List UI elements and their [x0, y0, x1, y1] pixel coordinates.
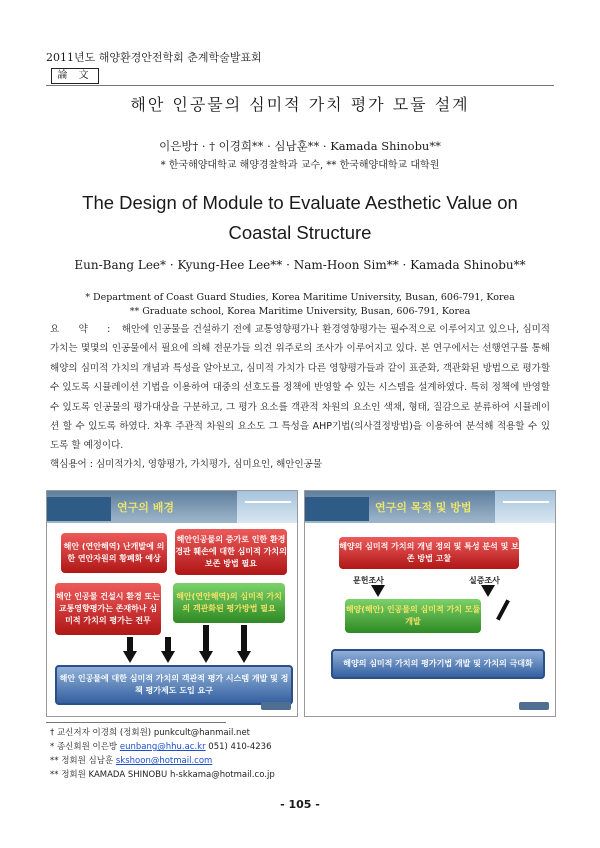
footnote-mark: † 교신저자 이경희 (정회원) — [50, 728, 152, 738]
arrow-down-icon — [237, 651, 251, 663]
slide-box-module-development: 해양(해안) 인공물의 심미적 가치 모듈 개발 — [345, 599, 481, 633]
slide-photo-left — [305, 497, 369, 521]
arrow-down-icon — [371, 585, 385, 597]
slide-footer-logo — [261, 702, 291, 710]
label-field-survey: 실증조사 — [469, 576, 500, 585]
english-authors: Eun-Bang Lee* · Kyung-Hee Lee** · Nam-Hoon Sim** · Kamada Shinobu** — [74, 258, 526, 272]
abstract — [50, 320, 550, 456]
slide-box-landscape-damage: 해안인공물의 증가로 인한 환경 경관 훼손에 대한 심미적 가치의 보존 방법 필요 — [175, 529, 287, 575]
footnote-email: h-skkama@hotmail.co.jp — [169, 770, 275, 780]
korean-title: 해안 인공물의 심미적 가치 평가 모듈 설계 — [130, 95, 470, 114]
slide-box-evaluation-system: 해안 인공물에 대한 심미적 가치의 객관적 평가 시스템 개발 및 정책 평가제도 도입 요구 — [55, 665, 293, 705]
arrow-down-icon — [123, 651, 137, 663]
korean-authors: 이은방† · † 이경희** · 심남훈** · Kamada Shinobu** — [159, 139, 441, 153]
bridge-graphic — [245, 501, 291, 517]
arrow-down-icon — [481, 585, 495, 597]
bridge-graphic — [503, 501, 549, 517]
english-title: The Design of Module to Evaluate Aesthetic Value on Coastal Structure — [82, 192, 518, 243]
email-link[interactable]: eunbang@hhu.ac.kr — [119, 742, 206, 752]
slide-research-purpose — [304, 490, 556, 717]
slide-title: 연구의 배경 — [117, 501, 174, 514]
email-link[interactable]: skshoon@hotmail.com — [115, 756, 213, 766]
footnote-mark: * 종신회원 이은방 — [50, 742, 118, 752]
footnote-rule — [46, 722, 226, 723]
english-affiliation-2: ** Graduate school, Korea Maritime University, Busan, 606-791, Korea — [129, 306, 471, 317]
footnote-lifetime-member — [50, 740, 271, 752]
footnote-email: punkcult@hanmail.net — [153, 728, 251, 738]
header-rule — [46, 85, 554, 86]
footnote-member-1 — [50, 754, 212, 766]
english-affiliation-1: * Department of Coast Guard Studies, Korea Maritime University, Busan, 606-791, Korea — [85, 292, 515, 303]
arrow-down-icon — [199, 651, 213, 663]
slide-box-impact-assessment: 해안 인공물 건설시 환경 또는 교통영향평가는 존재하나 심미적 가치의 평가는 전무 — [55, 583, 161, 635]
slide-photo-left — [47, 497, 111, 521]
abstract-text: 해안에 인공물을 건설하기 전에 교통영향평가나 환경영향평가는 필수적으로 이루어지고 있으나, 심미적 가치는 몇몇의 인공물에서 필요에 의해 전문가들 의견 위주로의 조사가 이루어지고 있다. 본 연구에서는 선행연구를 통해 해양의 심미적 가치의 개념과 특성을 알아보고, 심미적 가치가 다른 영향평가들과 같이 표준화, 객관화된 방법으로 평가할 수 있도록 시뮬레이션 기법을 이용하여 대중의 선호도를 정책에 반영할 수 있는 시스템을 설계하였다. 특히 정책에 반영할 수 있도록 인공물의 평가대상을 구분하고, 그 평가 요소를 객관적 차원의 요소인 색채, 형태, 질감으로 분류하여 시뮬레이션 할 수 있도록 하였다. 차후 주관적 차원의 요소도 그 특성을 AHP기법(의사결정방법)을 이용하여 분석해 적용할 수 있도록 할 예정이다. — [50, 324, 550, 452]
footnote-phone: 051) 410-4236 — [205, 742, 272, 752]
arrow-down-icon — [161, 651, 175, 663]
page-number: - 105 - — [280, 798, 320, 811]
footnote-mark: ** 정회원 KAMADA SHINOBU — [50, 770, 168, 780]
label-literature-survey: 문헌조사 — [353, 576, 384, 585]
slide-footer-logo — [519, 702, 549, 710]
footnote-member-2 — [50, 768, 275, 780]
keywords: 핵심용어 : 심미적가치, 영향평가, 가치평가, 심미요인, 해안인공물 — [50, 459, 323, 470]
slide-box-coastal-development: 해안 (연안해역) 난개발에 의한 연안자원의 황폐화 예상 — [61, 533, 167, 573]
footnote-mark: ** 정회원 심남훈 — [50, 756, 114, 766]
footnote-corresponding — [50, 726, 250, 738]
abstract-label: 요 약 : — [50, 324, 119, 335]
slide-research-background — [46, 490, 298, 717]
slide-box-concept-definition: 해양의 심미적 가치의 개념 정의 및 특성 분석 및 보존 방법 고찰 — [339, 537, 519, 569]
conference-header: 2011년도 해양환경안전학회 춘계학술발표회 — [46, 51, 262, 64]
slide-box-objective-method: 해안(연안해역)의 심미적 가치의 객관화된 평가방법 필요 — [173, 583, 285, 623]
paper-type-badge: 論 文 — [51, 68, 99, 84]
slide-title: 연구의 목적 및 방법 — [375, 501, 472, 514]
slide-box-value-maximization: 해양의 심미적 가치의 평가기법 개발 및 가치의 극대화 — [331, 649, 545, 679]
korean-affiliation: * 한국해양대학교 해양경찰학과 교수, ** 한국해양대학교 대학원 — [160, 160, 440, 171]
